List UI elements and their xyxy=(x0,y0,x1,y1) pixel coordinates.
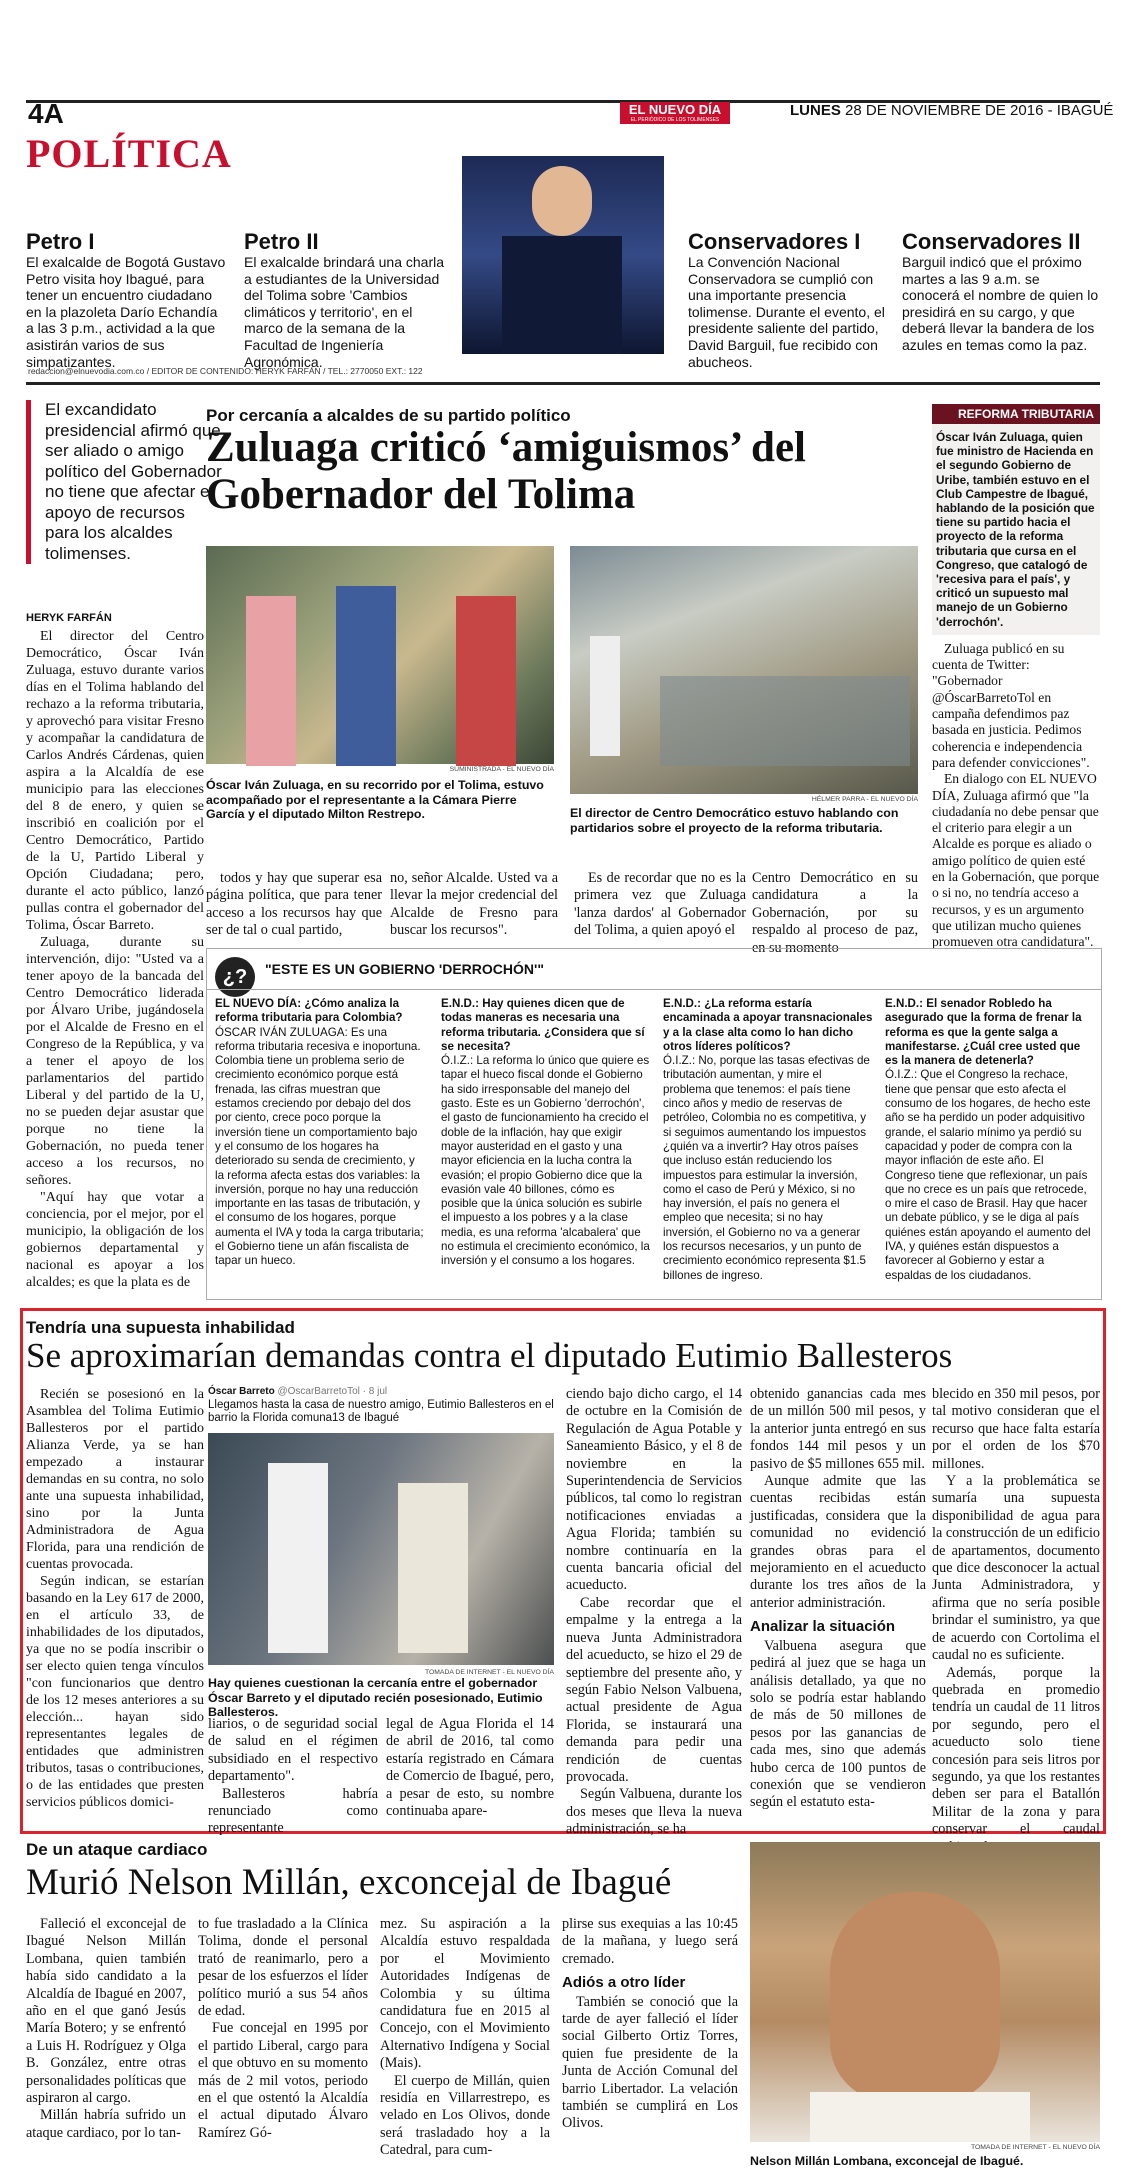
story3-column-1: Falleció el exconcejal de Ibagué Nelson Millán Lombana, quien también había sido candidato a la Alcaldía de Ibagué en 2007, año en el que ganó Jesús María Botero; y se enfrentó a Luis H. Rodríguez y Olga B. González, entre otras personalidades políticas que aspiraron al cargo. Millán habría sufrido un ataque cardiaco, por lo tan- xyxy=(26,1916,186,2141)
story2-subhead: Analizar la situación xyxy=(750,1618,896,1636)
sidebar-paragraph-1: Zuluaga publicó en su cuenta de Twitter: "Gobernador @ÓscarBarretoTol en campaña defendimos paz basada en justicia. Pedimos coherencia e independencia para defender convicciones". xyxy=(932,640,1090,770)
story1-headline: Zuluaga criticó ‘amiguismos’ del Gobernador del Tolima xyxy=(206,424,806,518)
story1-kicker: Por cercanía a alcaldes de su partido político xyxy=(206,406,571,425)
story2-column-5: obtenido ganancias cada mes de un millón 500 mil pesos, y la anterior junta entregó en sus fondos 144 mil pesos y un pasivo de $5 millones 655 mil. Aunque admite que las cuentas recibidas están justificadas, considera que la comunidad no evidenció grandes obras para el mejoramiento en el acueducto durante los tres años de la anterior administración. Analizar la situación Valbuena asegura que pedirá al juez que se haga un análisis detallado, ya que no solo se podría estar hablando de más de 50 millones de pesos por las ganancias de cada mes, sino que además hubo cerca de 100 puntos de conexión que se vendieron según el estatuto esta- xyxy=(750,1386,926,1811)
story1-column-5: Centro Democrático en su candidatura a la Gobernación, por su respaldo al proceso de paz, en su momento xyxy=(752,870,918,956)
header-bottom-rule xyxy=(26,382,1100,385)
story1-byline: HERYK FARFÁN xyxy=(26,612,112,624)
story2-kicker: Tendría una supuesta inhabilidad xyxy=(26,1318,295,1337)
story2-column-4: ciendo bajo dicho cargo, el 14 de octubre en la Comisión de Regulación de Agua Potable y Saneamiento Básico, y el 8 de noviembre en la Superintendencia de Servicios públicos, tal como lo registran notificaciones enviadas a Agua Florida; también su nombre continuaría en la cuenta bancaria oficial del acueducto. Cabe recordar que el empalme y la entrega a la nueva Junta Administradora del acueducto, se hizo el 29 de septiembre del presente año, y según Fabio Nelson Valbuena, actual presidente de Agua Florida, se instaurará una demanda para pedir una rendición de cuentas provocada. Según Valbuena, durante los dos meses que lleva la nueva administración, se ha xyxy=(566,1386,742,1838)
story2-column-3: legal de Agua Florida el 14 de abril de 2016, tal como estaría registrado en Cámara de Comercio de Ibagué, pero, a pesar de esto, su nombre continuaba apare- xyxy=(386,1716,554,1820)
story3-photo-credit: TOMADA DE INTERNET - EL NUEVO DÍA xyxy=(970,2144,1100,2151)
photo-centro-democratico-meeting xyxy=(570,546,918,794)
photo1-credit: SUMINISTRADA - EL NUEVO DÍA xyxy=(449,766,554,773)
story2-photo-caption: Hay quienes cuestionan la cercanía entre el gobernador Óscar Barreto y el diputado recién posesionado, Eutimio Ballesteros. xyxy=(208,1676,543,1719)
sidebar-lead: Óscar Iván Zuluaga, quien fue ministro de Hacienda en el segundo Gobierno de Uribe, también estuvo en el Club Campestre de Ibagué, hablando de la posición que tiene su partido hacia el proyecto de la reforma tributaria que cursa en el Congreso, que catalogó de 'recesiva para el país', y criticó un supuesto mal manejo de un Gobierno 'derrochón'. xyxy=(932,424,1100,635)
story1-column-2: todos y hay que superar esa página política, que para tener acceso a los recursos hay que ser de tal o cual partido, xyxy=(206,870,382,939)
brief-conservadores-2: Conservadores II Barguil indicó que el próximo martes a las 9 a.m. se conocerá el nombre de quien lo presidirá en su cargo, y que deberá llevar la bandera de los azules en temas como la paz. xyxy=(902,229,1099,353)
story3-kicker: De un ataque cardiaco xyxy=(26,1840,208,1859)
photo2-caption: El director de Centro Democrático estuvo hablando con partidarios sobre el proyecto de la reforma tributaria. xyxy=(570,806,899,835)
interview-col-4: E.N.D.: El senador Robledo ha asegurado que la forma de frenar la reforma es que la gente salga a manifestarse. ¿Cuál cree usted que es la manera de detenerla? Ó.I.Z.: Que el Congreso la rechace, tiene que pensar que esto afecta el consumo de los hogares, de hecho este año se ha perdido un poder adquisitivo grande, el salario mínimo ya perdió su capacidad y poder de compra con la mayor inflación de este año. El Congreso tiene que reflexionar, un país que no crece es un país que retrocede, o mire el caso de Brasil. Hay que hacer un debate público, y se le diga al país quiénes están apoyando el aumento del IVA, y quiénes están dispuestos a favorecer al Gobierno y estar a espaldas de los ciudadanos. xyxy=(885,997,1091,1282)
brief-conservadores-1: Conservadores I La Convención Nacional Conservadora se cumplió con una importante presencia tolimense. Durante el evento, el presidente saliente del partido, David Barguil, fue recibido con abucheos. xyxy=(688,229,885,370)
story1-column-4: Es de recordar que no es la primera vez que Zuluaga 'lanza dardos' al Gobernador del Tolima, a quien apoyó el xyxy=(574,870,746,939)
pullquote: El excandidato presidencial afirmó que ser aliado o amigo político del Gobernador no tiene que afectar el apoyo de recursos para los alcaldes tolimenses. xyxy=(26,400,223,564)
interview-col-3: E.N.D.: ¿La reforma estaría encaminada a apoyar transnacionales y a la clase alta como lo han dicho otros líderes políticos? Ó.I.Z.: No, porque las tasas efectivas de tributación aumentan, y mire el problema que tenemos: el país tiene cinco años y medio de reservas de petróleo, Colombia no es competitiva, y si seguimos aumentando los impuestos ¿quién va a invertir? Hay otros países que incluso están reduciendo los impuestos para estimular la inversión, como el caso de Perú y México, si no hay inversión, el país no genera el empleo que necesita; si no hay inversión, el Gobierno no va a generar los recursos necesarios, y un punto de crecimiento económico representa $1.5 billones de ingreso. xyxy=(663,997,873,1282)
masthead-logo: EL NUEVO DÍA EL PERIÓDICO DE LOS TOLIMENSES xyxy=(620,102,730,124)
interview-title: "ESTE ES UN GOBIERNO 'DERROCHÓN'" xyxy=(265,961,544,977)
page-number: 4A xyxy=(28,98,64,129)
interview-col-1: EL NUEVO DÍA: ¿Cómo analiza la reforma tributaria para Colombia? ÓSCAR IVÁN ZULUAGA: Es una reforma tributaria recesiva e inoportuna. Colombia tiene un problema serio de crecimiento económico porque está frenada, las cifras muestran que estamos creciendo por debajo del dos por ciento, crece poco porque la inversión tiene un comportamiento bajo y el consumo de los hogares ha deteriorado su senda de crecimiento, y la reforma afecta estas dos variables: la inversión, porque no hay una reducción importante en las tasas de tributación, y el consumo de los hogares, porque aumenta el IVA y toda la carga tributaria; el Gobierno tiene un afán fiscalista de tapar un hueco. xyxy=(215,997,424,1268)
brief-petro-1: Petro I El exalcalde de Bogotá Gustavo Petro visita hoy Ibagué, para tener un encuentro ciudadano en la plazoleta Darío Echandía a las 3 p.m., actividad a la que asistirán varios de sus simpatizantes. xyxy=(26,229,226,370)
editor-line: redaccion@elnuevodia.com.co / EDITOR DE CONTENIDO: HERYK FARFÁN / TEL.: 2770050 EXT.: 122 xyxy=(28,366,423,376)
tweet-embed: Óscar Barreto @OscarBarretoTol · 8 jul Llegamos hasta la casa de nuestro amigo, Eutimio Ballesteros en el barrio la Florida comuna13 de Ibagué TOMADA DE INTERNET - EL NUEVO DÍA xyxy=(208,1386,554,1676)
sidebar-label: REFORMA TRIBUTARIA xyxy=(932,404,1100,424)
story2-column-2: liarios, o de seguridad social de salud en el régimen subsidiado en el respectivo departamento". Ballesteros habría renunciado como representante xyxy=(208,1716,378,1837)
date-line: LUNES 28 DE NOVIEMBRE DE 2016 - IBAGUÉ xyxy=(790,102,1114,119)
photo1-caption: Óscar Iván Zuluaga, en su recorrido por el Tolima, estuvo acompañado por el representante a la Cámara Pierre García y el diputado Milton Restrepo. xyxy=(206,778,544,821)
story1-column-1: El director del Centro Democrático, Óscar Iván Zuluaga, estuvo durante varios días en el Tolima hablando del rechazo a la reforma tributaria, y aprovechó para visitar Fresno y acompañar la candidatura de Carlos Andrés Cárdenas, quien aspira a la Alcaldía de ese municipio para las elecciones del 8 de enero, y quien se inscribió en coalición por el Centro Democrático, Partido de la U, Partido Liberal y Opción Ciudadana; pero, durante el acto público, lanzó pullas contra el gobernador del Tolima, Óscar Barreto. Zuluaga, durante su intervención, dijo: "Usted va a tener apoyo de la bancada del Centro Democrático liderada por Álvaro Uribe, jugándosela por el Alcalde de Fresno en el Congreso de la República, y va a tener el apoyo de los parlamentarios del partido Liberal y del partido de la U, no se pueden dejar asustar que porque no tiene la Gobernación, no pueda tener acceso a los recursos, no señores. "Aquí hay que votar a conciencia, por el mejor, por el municipio, la obligación de los gobiernos departamental y nacional es apoyar a los alcaldes; es que la plata es de xyxy=(26,629,204,1290)
briefs-photo xyxy=(462,156,664,354)
interview-box xyxy=(206,948,1102,1300)
interview-col-2: E.N.D.: Hay quienes dicen que de todas maneras es necesaria una reforma tributaria. ¿Considera que sí se necesita? Ó.I.Z.: La reforma lo único que quiere es tapar el hueco fiscal donde el Gobierno ha sido irresponsable del manejo del gasto. Este es un Gobierno 'derrochón', el gasto de funcionamiento ha crecido el doble de la inflación, hay que exigir mayor austeridad en el gasto y una mayor eficiencia en la lucha contra la evasión; el propio Gobierno dice que la evasión vale 40 billones, cómo es posible que la única solución es subirle el impuesto a los pobres y a la clase media, es una reforma 'alcabalera' que no estimula el crecimiento económico, la inversión y el consumo a los hogares. xyxy=(441,997,650,1268)
story1-column-3: no, señor Alcalde. Usted va a llevar la mejor credencial del Alcalde de Fresno para buscar los recursos". xyxy=(390,870,558,939)
story2-column-6: blecido en 350 mil pesos, por tal motivo consideran que el recurso que hace falta estaría por el orden de los $70 millones. Y a la problemática se sumaría una supuesta disponibilidad de agua para la construcción de un edificio de apartamentos, documento que dice desconocer la actual Junta Administradora, y afirma que no sería posible brindar el suministro, ya que de acuerdo con Cortolima el caudal no es suficiente. Además, porque la quebrada en promedio tendría un caudal de 11 litros por segundo, pero el acueducto solo tiene concesión para seis litros por segundo, ya que los restantes deben ser para el Batallón Militar de la zona y para conservar el caudal xyxy=(932,1386,1100,1838)
sidebar-paragraph-2: En dialogo con EL NUEVO DÍA, Zuluaga afirmó que "la ciudadanía no debe pensar que el criterio para elegir a un Alcalde es porque es aliado o amigo político de quien esté en la Gobernación, que porque o si no, no tendría acceso a recursos, y es un argumento que utilizan mucho quienes promueven otra candidatura". xyxy=(932,771,1100,950)
story3-column-3: mez. Su aspiración a la Alcaldía estuvo respaldada por el Movimiento Autoridades Indígenas de Colombia y su última candidatura fue en 2015 al Concejo, con el Movimiento Alternativo Indígena y Social (Mais). El cuerpo de Millán, quien residía en Villarrestrepo, es velado en Los Olivos, donde será trasladado hoy a la Catedral, para cum- xyxy=(380,1916,550,2159)
sidebar-reforma xyxy=(932,404,1100,950)
photo-nelson-millan xyxy=(750,1842,1100,2142)
story3-headline: Murió Nelson Millán, exconcejal de Ibagué xyxy=(26,1862,672,1903)
story3-column-4: plirse sus exequias a las 10:45 de la mañana, y luego será cremado. Adiós a otro líder También se conoció que la tarde de ayer falleció el líder social Gilberto Ortiz Torres, quien fue presidente de la Junta de Acción Comunal del barrio Libertador. La velación también se cumplirá en Los Olivos. xyxy=(562,1916,738,2132)
section-title: POLÍTICA xyxy=(26,131,232,176)
story3-photo-caption: Nelson Millán Lombana, exconcejal de Ibagué. xyxy=(750,2154,1024,2168)
story2-headline: Se aproximarían demandas contra el diputado Eutimio Ballesteros xyxy=(26,1336,953,1375)
photo-zuluaga-fresno xyxy=(206,546,554,764)
interview-icon: ¿? xyxy=(215,957,255,997)
tweet-photo xyxy=(208,1433,554,1665)
story3-column-2: to fue trasladado a la Clínica Tolima, donde el personal trató de reanimarlo, pero a pesar de los esfuerzos el líder político murió a sus 54 años de edad. Fue concejal en 1995 por el partido Liberal, cargo para el que obtuvo en su momento más de 2 mil votos, periodo en el que ostentó la Alcaldía el actual diputado Álvaro Ramírez Gó- xyxy=(198,1916,368,2141)
photo2-credit: HÉLMER PARRA - EL NUEVO DÍA xyxy=(811,796,918,803)
story3-subhead: Adiós a otro líder xyxy=(562,1974,686,1992)
brief-petro-2: Petro II El exalcalde brindará una charla a estudiantes de la Universidad del Tolima sobre 'Cambios climáticos y territorio', en el marco de la semana de la Facultad de Ingeniería Agronómica. xyxy=(244,229,445,370)
story2-column-1: Recién se posesionó en la Asamblea del Tolima Eutimio Ballesteros por el partido Alianza Verde, ya se han empezado a instaurar demandas en su contra, no solo ante una supuesta inhabilidad, sino por la Junta Administradora de Agua Florida, para una rendición de cuentas provocada. Según indican, se estarían basando en la Ley 617 de 2000, en el artículo 33, de inhabilidades de los diputados, ya que no se podía inscribir o ser electo quien tenga vínculos "con funcionarios que dentro de los 12 meses anteriores a su elección... hayan sido representantes legales de entidades que administren tributos, tasas o contribuciones, o de las entidades que presten servicios públicos domici- xyxy=(26,1387,204,1810)
